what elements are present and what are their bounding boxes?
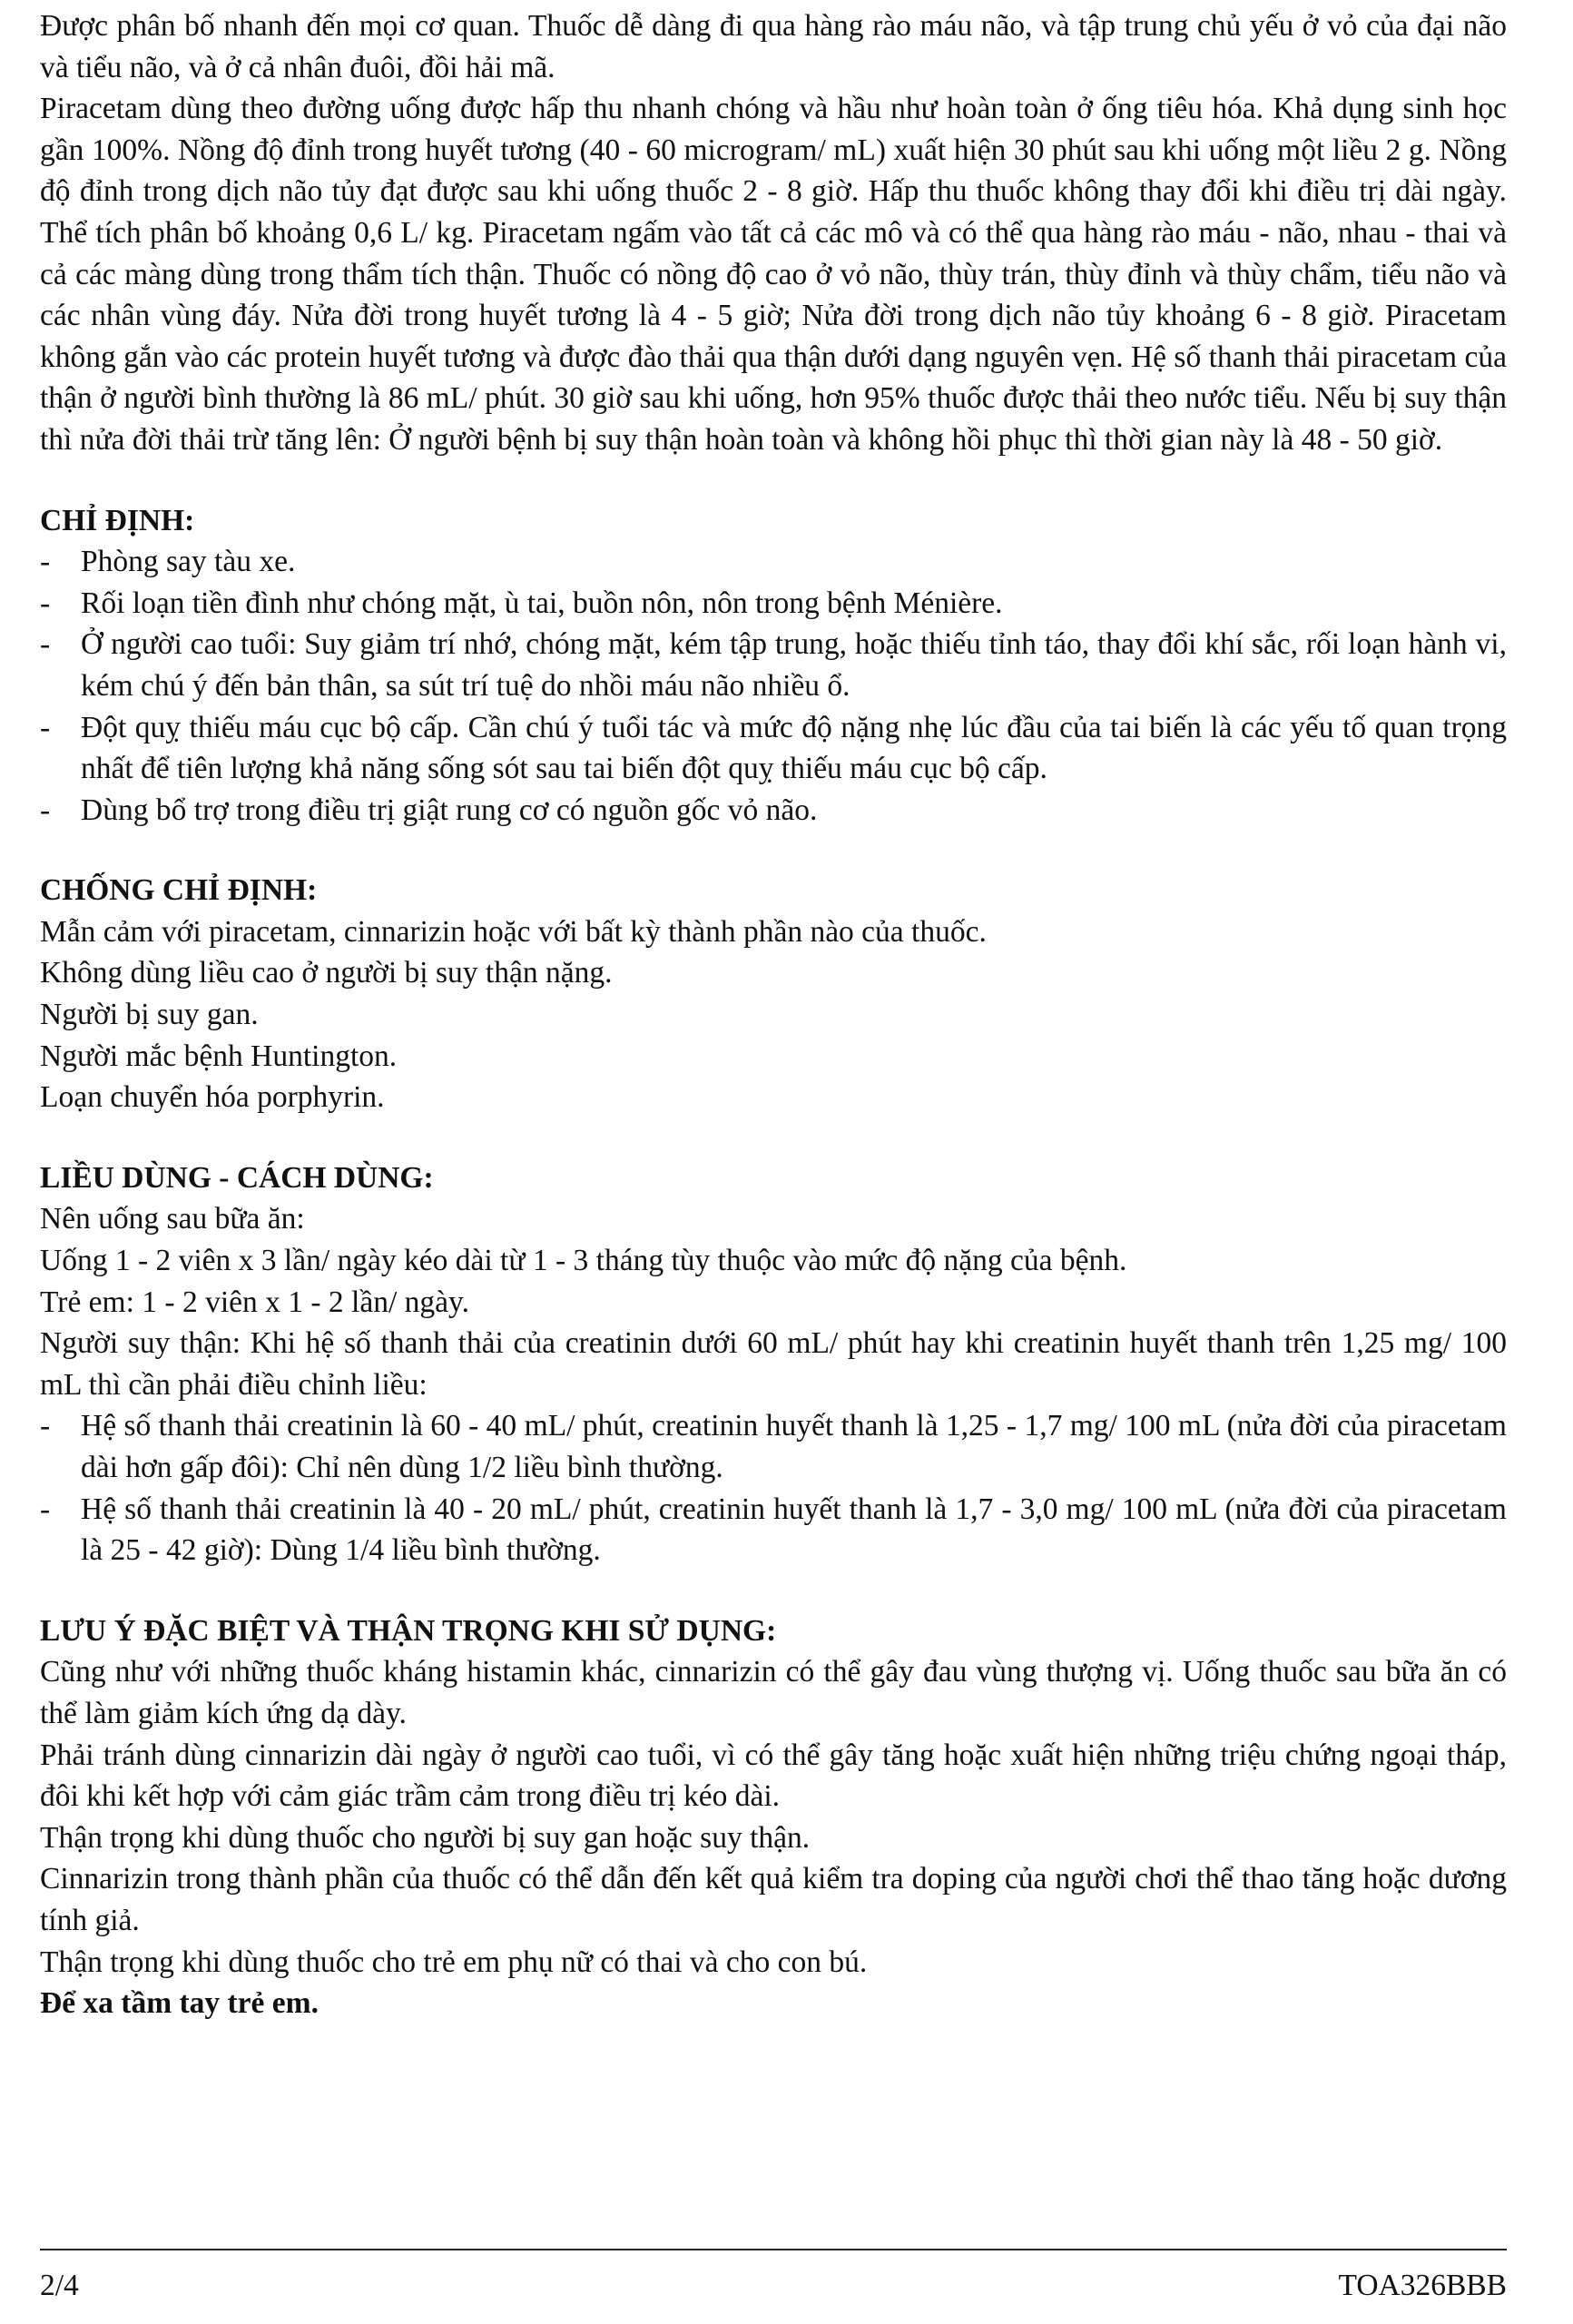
- paragraph: Mẫn cảm với piracetam, cinnarizin hoặc với bất kỳ thành phần nào của thuốc.: [40, 914, 987, 949]
- paragraph: Người mắc bệnh Huntington.: [40, 1039, 398, 1073]
- paragraph: Thận trọng khi dùng thuốc cho trẻ em phụ nữ có thai và cho con bú.: [40, 1945, 868, 1979]
- section-heading: CHỈ ĐỊNH:: [40, 503, 195, 537]
- document-page: [40, 5, 1507, 2024]
- paragraph: Loạn chuyển hóa porphyrin.: [40, 1080, 385, 1115]
- paragraph: Thận trọng khi dùng thuốc cho người bị suy gan hoặc suy thận.: [40, 1820, 811, 1855]
- list-item-text: Rối loạn tiền đình như chóng mặt, ù tai, buồn nôn, nôn trong bệnh Ménière.: [81, 586, 1003, 620]
- indications-list: [40, 541, 1507, 831]
- paragraph: Piracetam dùng theo đường uống được hấp thu nhanh chóng và hầu như hoàn toàn ở ống tiêu hóa. Khả dụng sinh học gần 100%. Nồng độ đỉnh trong huyết tương (40 - 60 microgram/ mL) xuất hiện 30 phút sau khi uống một liều 2 g. Nồng độ đỉnh trong dịch não tủy đạt được sau khi uống thuốc 2 - 8 giờ. Hấp thu thuốc không thay đổi khi điều trị dài ngày. Thể tích phân bố khoảng 0,6 L/ kg. Piracetam ngấm vào tất cả các mô và có thể qua hàng rào máu - não, nhau - thai và cả các màng dùng trong thẩm tích thận. Thuốc có nồng độ cao ở vỏ não, thùy trán, thùy đỉnh và thùy chẩm, tiểu não và các nhân vùng đáy. Nửa đời trong huyết tương là 4 - 5 giờ; Nửa đời trong dịch não tủy khoảng 6 - 8 giờ. Piracetam không gắn vào các protein huyết tương và được đào thải qua thận dưới dạng nguyên vẹn. Hệ số thanh thải piracetam của thận ở người bình thường là 86 mL/ phút. 30 giờ sau khi uống, hơn 95% thuốc được thải theo nước tiểu. Nếu bị suy thận thì nửa đời thải trừ tăng lên: Ở người bệnh bị suy thận hoàn toàn và không hồi phục thì thời gian này là 48 - 50 giờ.: [40, 92, 1507, 457]
- paragraph: Nên uống sau bữa ăn:: [40, 1202, 305, 1236]
- list-item-text: Hệ số thanh thải creatinin là 40 - 20 mL/ phút, creatinin huyết thanh là 1,7 - 3,0 mg/ 100 mL (nửa đời của piracetam là 25 - 42 giờ): Dùng 1/4 liều bình thường.: [81, 1492, 1507, 1568]
- list-item: [40, 583, 1507, 625]
- list-item: [40, 707, 1507, 790]
- list-item: [40, 1489, 1507, 1571]
- dash-bullet: -: [40, 627, 51, 662]
- indications-section: [40, 500, 1507, 832]
- paragraph: Người bị suy gan.: [40, 998, 259, 1032]
- section-heading: LIỀU DÙNG - CÁCH DÙNG:: [40, 1160, 434, 1195]
- list-item: [40, 541, 1507, 583]
- dosage-section: [40, 1157, 1507, 1571]
- paragraph: Trẻ em: 1 - 2 viên x 1 - 2 lần/ ngày.: [40, 1285, 469, 1319]
- paragraph: Được phân bố nhanh đến mọi cơ quan. Thuốc dễ dàng đi qua hàng rào máu não, và tập trung chủ yếu ở vỏ của đại não và tiểu não, và ở cả nhân đuôi, đồi hải mã.: [40, 9, 1507, 84]
- list-item-text: Đột quỵ thiếu máu cục bộ cấp. Cần chú ý tuổi tác và mức độ nặng nhẹ lúc đầu của tai biến là các yếu tố quan trọng nhất để tiên lượng khả năng sống sót sau tai biến đột quỵ thiếu máu cục bộ cấp.: [81, 710, 1507, 786]
- dash-bullet: -: [40, 545, 51, 579]
- list-item: [40, 1405, 1507, 1488]
- pharmacokinetics-section: [40, 5, 1507, 461]
- dash-bullet: -: [40, 586, 51, 620]
- list-item-text: Hệ số thanh thải creatinin là 60 - 40 mL/ phút, creatinin huyết thanh là 1,25 - 1,7 mg/ 100 mL (nửa đời của piracetam dài hơn gấp đôi): Chỉ nên dùng 1/2 liều bình thường.: [81, 1409, 1507, 1484]
- dash-bullet: -: [40, 793, 51, 827]
- section-heading: LƯU Ý ĐẶC BIỆT VÀ THẬN TRỌNG KHI SỬ DỤNG:: [40, 1613, 777, 1648]
- list-item: [40, 790, 1507, 832]
- list-item-text: Ở người cao tuổi: Suy giảm trí nhớ, chóng mặt, kém tập trung, hoặc thiếu tỉnh táo, thay đổi khí sắc, rối loạn hành vi, kém chú ý đến bản thân, sa sút trí tuệ do nhồi máu não nhiều ổ.: [81, 627, 1507, 703]
- paragraph: Phải tránh dùng cinnarizin dài ngày ở người cao tuổi, vì có thể gây tăng hoặc xuất hiện những triệu chứng ngoại tháp, đôi khi kết hợp với cảm giác trầm cảm trong điều trị kéo dài.: [40, 1738, 1507, 1814]
- dash-bullet: -: [40, 1409, 51, 1443]
- list-item-text: Phòng say tàu xe.: [81, 545, 296, 579]
- page-number: 2/4: [40, 2269, 79, 2302]
- child-safety-warning: Để xa tầm tay trẻ em.: [40, 1986, 319, 2021]
- list-item-text: Dùng bổ trợ trong điều trị giật rung cơ có nguồn gốc vỏ não.: [81, 793, 818, 827]
- contraindications-section: [40, 870, 1507, 1118]
- page-footer: [40, 2268, 1507, 2304]
- paragraph: Không dùng liều cao ở người bị suy thận nặng.: [40, 956, 613, 990]
- document-code: TOA326BBB: [1338, 2269, 1507, 2302]
- list-item: [40, 624, 1507, 706]
- precautions-section: [40, 1610, 1507, 2024]
- section-heading: CHỐNG CHỈ ĐỊNH:: [40, 873, 318, 908]
- footer-divider: [40, 2249, 1507, 2250]
- dosage-adjustment-list: [40, 1405, 1507, 1571]
- dash-bullet: -: [40, 1492, 51, 1526]
- paragraph: Uống 1 - 2 viên x 3 lần/ ngày kéo dài từ 1 - 3 tháng tùy thuộc vào mức độ nặng của bệnh.: [40, 1244, 1127, 1278]
- paragraph: Cinnarizin trong thành phần của thuốc có thể dẫn đến kết quả kiểm tra doping của người chơi thể thao tăng hoặc dương tính giả.: [40, 1862, 1507, 1937]
- paragraph: Cũng như với những thuốc kháng histamin khác, cinnarizin có thể gây đau vùng thượng vị. Uống thuốc sau bữa ăn có thể làm giảm kích ứng dạ dày.: [40, 1655, 1507, 1730]
- dash-bullet: -: [40, 710, 51, 744]
- paragraph: Người suy thận: Khi hệ số thanh thải của creatinin dưới 60 mL/ phút hay khi creatinin huyết thanh trên 1,25 mg/ 100 mL thì cần phải điều chỉnh liều:: [40, 1326, 1507, 1402]
